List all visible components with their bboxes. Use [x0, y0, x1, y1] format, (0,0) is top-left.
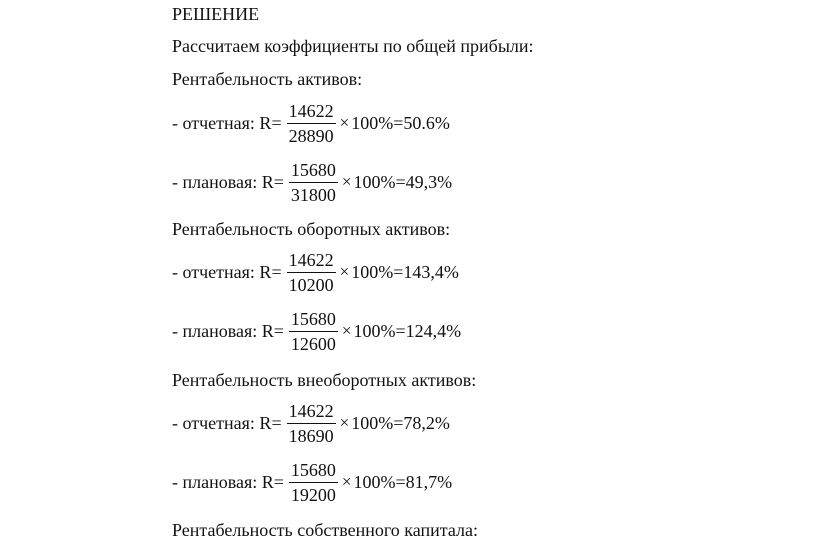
fraction: [287, 250, 336, 295]
formula-label: - плановая: R=: [172, 471, 284, 492]
formula-result: =78,2%: [393, 412, 450, 433]
formula-noncurrent-assets-planned: [172, 459, 452, 505]
formula-result: =49,3%: [395, 171, 453, 192]
solution-heading: РЕШЕНИЕ: [172, 4, 260, 24]
fraction-denominator: 12600: [290, 333, 336, 354]
percent-factor: 100%: [351, 261, 394, 282]
percent-factor: 100%: [353, 171, 396, 192]
percent-factor: 100%: [353, 320, 396, 341]
formula-label: - плановая: R=: [172, 320, 284, 341]
multiply-sign: ×: [341, 472, 352, 491]
fraction: [287, 101, 336, 146]
formula-label: - отчетная: R=: [172, 412, 282, 433]
fraction-numerator: 15680: [289, 160, 338, 183]
fraction-numerator: 15680: [289, 460, 338, 483]
section-title-current-assets: Рентабельность оборотных активов:: [172, 219, 451, 239]
fraction-numerator: 14622: [287, 401, 336, 424]
section-title-noncurrent-assets: Рентабельность внеоборотных активов:: [172, 370, 477, 390]
formula-label: - отчетная: R=: [172, 261, 282, 282]
formula-current-assets-reported: [172, 249, 459, 295]
fraction: [287, 401, 336, 446]
fraction-numerator: 15680: [289, 309, 338, 332]
fraction-denominator: 10200: [288, 274, 334, 295]
fraction-denominator: 18690: [288, 425, 334, 446]
percent-factor: 100%: [351, 112, 394, 133]
multiply-sign: ×: [341, 172, 352, 191]
multiply-sign: ×: [339, 113, 350, 132]
formula-label: - отчетная: R=: [172, 112, 282, 133]
multiply-sign: ×: [339, 413, 350, 432]
document-page: [172, 0, 812, 542]
fraction-denominator: 28890: [288, 125, 334, 146]
percent-factor: 100%: [353, 471, 396, 492]
formula-result: =50.6%: [393, 112, 450, 133]
formula-label: - плановая: R=: [172, 171, 284, 192]
fraction-numerator: 14622: [287, 250, 336, 273]
fraction-denominator: 31800: [290, 184, 336, 205]
formula-noncurrent-assets-reported: [172, 400, 450, 446]
formula-current-assets-planned: [172, 308, 461, 354]
formula-assets-planned: [172, 159, 452, 205]
fraction: [289, 460, 338, 505]
multiply-sign: ×: [339, 262, 350, 281]
fraction: [289, 160, 338, 205]
formula-result: =81,7%: [395, 471, 453, 492]
fraction: [289, 309, 338, 354]
multiply-sign: ×: [341, 321, 352, 340]
formula-result: =143,4%: [393, 261, 459, 282]
fraction-numerator: 14622: [287, 101, 336, 124]
intro-text: Рассчитаем коэффициенты по общей прибыли:: [172, 36, 534, 56]
percent-factor: 100%: [351, 412, 394, 433]
fraction-denominator: 19200: [290, 484, 336, 505]
section-title-assets: Рентабельность активов:: [172, 69, 363, 89]
formula-assets-reported: [172, 100, 450, 146]
section-title-equity: Рентабельность собственного капитала:: [172, 520, 478, 540]
formula-result: =124,4%: [395, 320, 462, 341]
